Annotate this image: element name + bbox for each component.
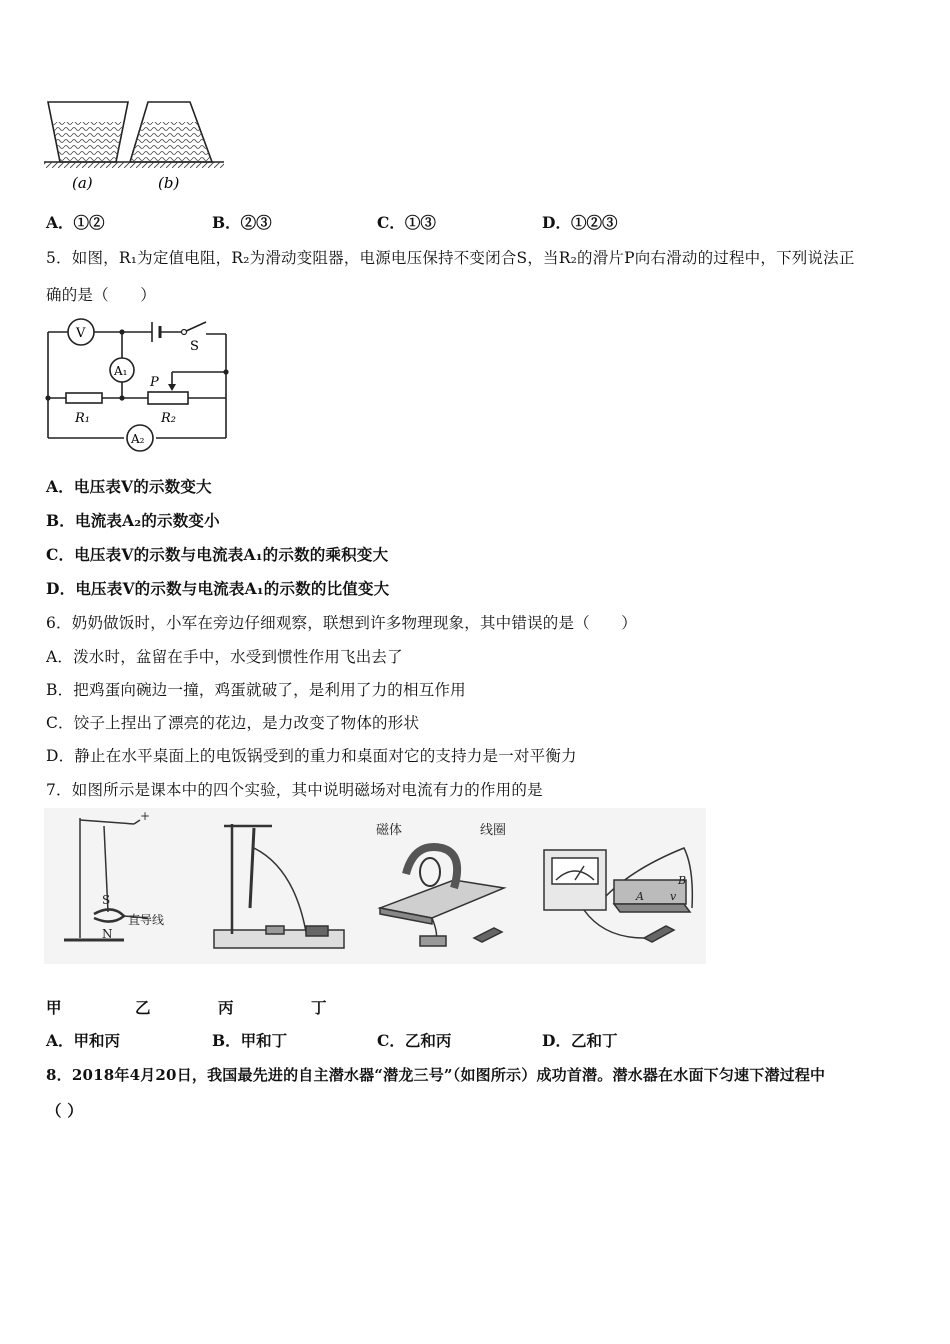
q7-option-d[interactable]: D．乙和丁	[542, 1031, 618, 1050]
caption-ding: 丁	[311, 998, 327, 1017]
q5-circuit-figure	[44, 314, 234, 472]
magnet-label: 磁体	[376, 823, 403, 838]
coil-label: 线圈	[480, 823, 507, 838]
q6-stem: 6．奶奶做饭时，小军在旁边仔细观察，联想到许多物理现象，其中错误的是（ ）	[46, 614, 637, 632]
caption-jia: 甲	[46, 998, 62, 1017]
q5-stem-line2: 确的是（ ）	[46, 286, 156, 304]
switch-label: S	[190, 339, 199, 354]
r2-label: R₂	[161, 411, 176, 426]
q5-circuit-svg	[44, 314, 234, 472]
q7-experiments-svg	[44, 808, 706, 964]
q6-option-a[interactable]: A．泼水时，盆留在手中，水受到惯性作用飞出去了	[46, 648, 403, 666]
plus-sign: +	[140, 809, 151, 823]
resistor-r2	[148, 392, 188, 404]
q4-option-b[interactable]: B．②③	[212, 213, 272, 232]
caption-yi: 乙	[135, 998, 151, 1017]
label-v: v	[670, 890, 677, 903]
magnet-s-label: S	[102, 893, 111, 907]
q4-option-d[interactable]: D．①②③	[542, 213, 618, 232]
q7-option-a[interactable]: A．甲和丙	[46, 1031, 121, 1050]
switch-contact	[182, 330, 187, 335]
q8-stem-line2: （ ）	[46, 1101, 83, 1120]
caption-bing: 丙	[218, 998, 234, 1017]
label-b: (b)	[158, 174, 180, 192]
q4-option-a[interactable]: A．①②	[46, 213, 105, 232]
q6-option-c[interactable]: C．饺子上捏出了漂亮的花边，是力改变了物体的形状	[46, 714, 420, 732]
q7-option-b[interactable]: B．甲和丁	[212, 1031, 288, 1050]
q4-containers-figure	[40, 96, 230, 196]
q5-option-d[interactable]: D．电压表V的示数与电流表A₁的示数的比值变大	[46, 579, 390, 598]
q4-option-c[interactable]: C．①③	[377, 213, 436, 232]
q6-option-d[interactable]: D．静止在水平桌面上的电饭锅受到的重力和桌面对它的支持力是一对平衡力	[46, 747, 577, 765]
label-b-rail: B	[678, 874, 687, 887]
label-a: (a)	[72, 174, 93, 192]
voltmeter-label: V	[76, 326, 86, 341]
wire-label: 直导线	[128, 913, 165, 927]
q5-option-a[interactable]: A．电压表V的示数变大	[46, 477, 212, 496]
q7-experiments-figure	[44, 808, 706, 964]
slider-label: P	[150, 375, 159, 390]
ammeter-a2-label: A₂	[131, 432, 145, 446]
experiment-yi	[214, 824, 344, 948]
magnet-n-label: N	[102, 927, 113, 941]
q5-stem-line1: 5．如图，R₁为定值电阻，R₂为滑动变阻器，电源电压保持不变闭合S，当R₂的滑片P向右滑动的过程中，下列说法正	[46, 249, 855, 267]
experiment-bing	[380, 847, 504, 946]
q4-containers-svg	[40, 96, 230, 196]
q6-option-b[interactable]: B．把鸡蛋向碗边一撞，鸡蛋就破了，是利用了力的相互作用	[46, 681, 466, 699]
q7-option-c[interactable]: C．乙和丙	[377, 1031, 452, 1050]
slider-arrow	[168, 384, 176, 391]
q5-option-b[interactable]: B．电流表A₂的示数变小	[46, 511, 220, 530]
q8-stem-line1: 8．2018年4月20日，我国最先进的自主潜水器“潜龙三号”（如图所示）成功首潜。潜水器在水面下匀速下潜过程中	[46, 1066, 826, 1084]
ground-hatch	[44, 162, 224, 168]
q7-stem: 7．如图所示是课本中的四个实验，其中说明磁场对电流有力的作用的是	[46, 781, 543, 799]
label-a-rail: A	[636, 890, 644, 903]
resistor-r1	[66, 393, 102, 403]
r1-label: R₁	[75, 411, 90, 426]
q5-option-c[interactable]: C．电压表V的示数与电流表A₁的示数的乘积变大	[46, 545, 389, 564]
ammeter-a1-label: A₁	[114, 364, 128, 378]
water-a	[53, 122, 124, 162]
